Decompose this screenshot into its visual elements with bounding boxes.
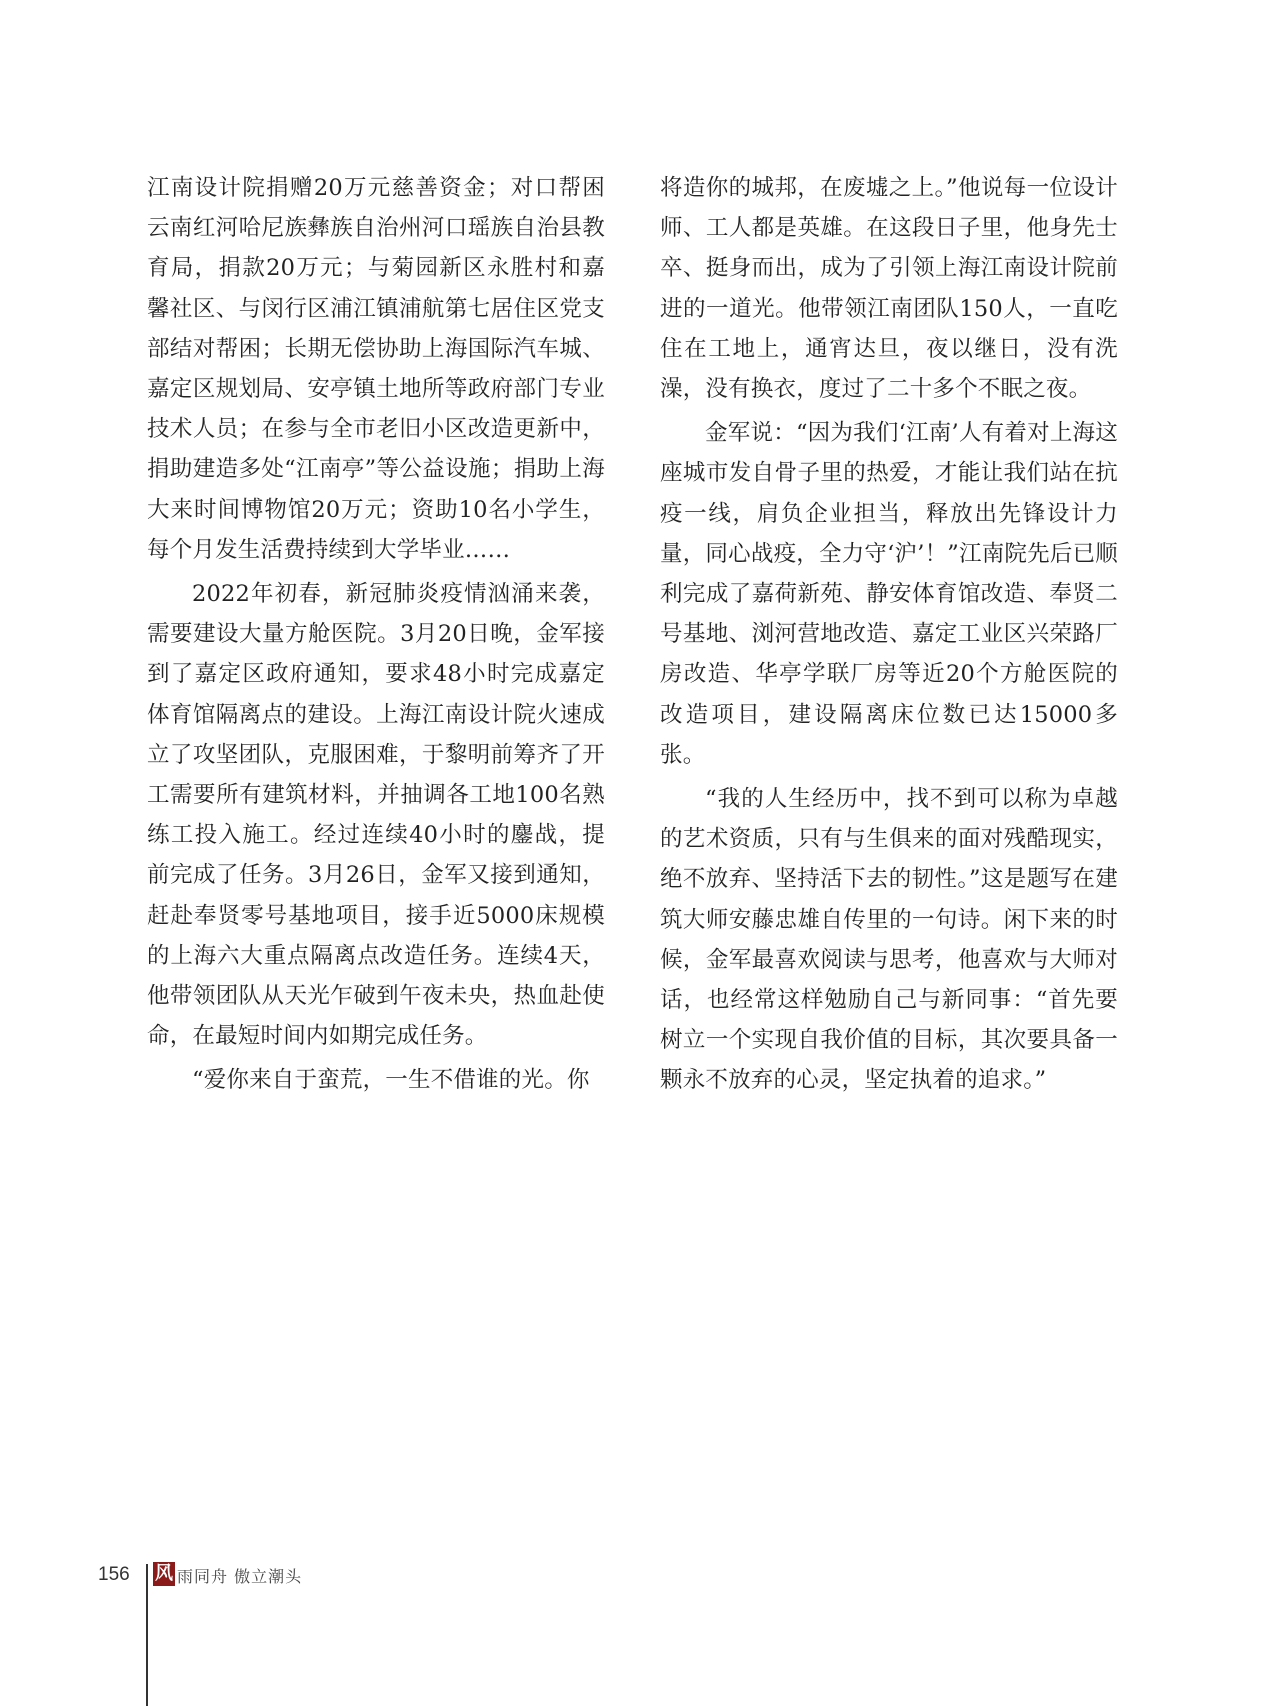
footer-divider [146,1564,148,1706]
magazine-logo-mark: 风 [155,1563,173,1584]
paragraph: 江南设计院捐赠20万元慈善资金；对口帮困云南红河哈尼族彝族自治州河口瑶族自治县教育局，捐款20万元；与菊园新区永胜村和嘉馨社区、与闵行区浦江镇浦航第七居住区党支部结对帮困；长期无偿协助上海国际汽车城、嘉定区规划局、安亭镇土地所等政府部门专业技术人员；在参与全市老旧小区改造更新中，捐助建造多处“江南亭”等公益设施；捐助上海大来时间博物馆20万元；资助10名小学生，每个月发生活费持续到大学毕业…… [147,175,605,563]
paragraph: “我的人生经历中，找不到可以称为卓越的艺术资质，只有与生俱来的面对残酷现实，绝不放弃、坚持活下去的韧性。”这是题写在建筑大师安藤忠雄自传里的一句诗。闲下来的时候，金军最喜欢阅读与思考，他喜欢与大师对话，也经常这样勉励自己与新同事：“首先要树立一个实现自我价值的目标，其次要具备一颗永不放弃的心灵，坚定执着的追求。” [660,786,1118,1094]
paragraph: 2022年初春，新冠肺炎疫情汹涌来袭，需要建设大量方舱医院。3月20日晚，金军接到了嘉定区政府通知，要求48小时完成嘉定体育馆隔离点的建设。上海江南设计院火速成立了攻坚团队，克服困难，于黎明前筹齐了开工需要所有建筑材料，并抽调各工地100名熟练工投入施工。经过连续40小时的鏖战，提前完成了任务。3月26日，金军又接到通知，赶赴奉贤零号基地项目，接手近5000床规模的上海六大重点隔离点改造任务。连续4天，他带领团队从天光乍破到午夜未央，热血赴使命，在最短时间内如期完成任务。 [147,581,605,1050]
magazine-section-title: 雨同舟 傲立潮头 [177,1567,303,1586]
article-right-column [660,168,1118,1105]
paragraph: “爱你来自于蛮荒，一生不借谁的光。你 [192,1067,590,1094]
page-footer [0,1560,1266,1706]
article-left-column [147,168,605,1105]
paragraph: 金军说：“因为我们‘江南’人有着对上海这座城市发自骨子里的热爱，才能让我们站在抗疫一线，肩负企业担当，释放出先锋设计力量，同心战疫，全力守‘沪’！”江南院先后已顺利完成了嘉荷新苑、静安体育馆改造、奉贤二号基地、浏河营地改造、嘉定工业区兴荣路厂房改造、华亭学联厂房等近20个方舱医院的改造项目，建设隔离床位数已达15000多张。 [660,420,1118,768]
page-number: 156 [98,1564,130,1585]
paragraph: 将造你的城邦，在废墟之上。”他说每一位设计师、工人都是英雄。在这段日子里，他身先士卒、挺身而出，成为了引领上海江南设计院前进的一道光。他带领江南团队150人，一直吃住在工地上，通宵达旦，夜以继日，没有洗澡，没有换衣，度过了二十多个不眠之夜。 [660,175,1118,403]
